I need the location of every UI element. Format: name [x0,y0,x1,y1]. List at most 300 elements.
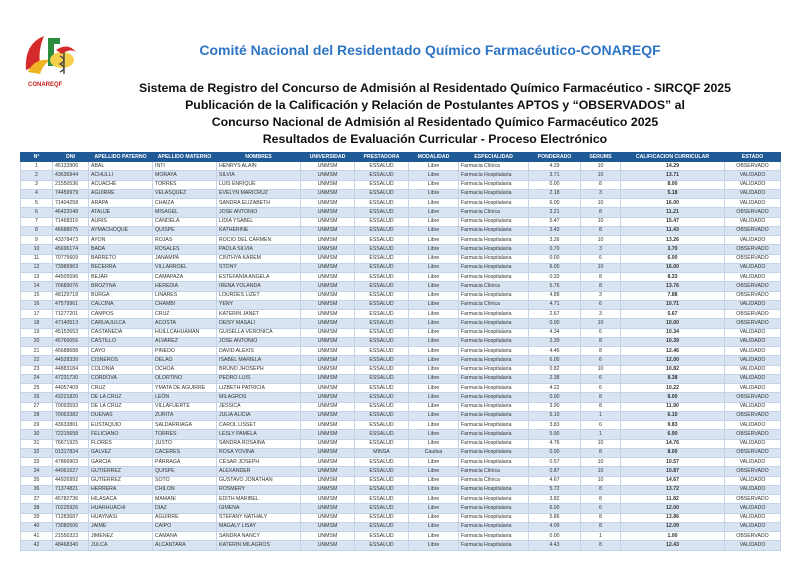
table-cell: 14 [21,282,53,291]
table-cell: Libre [409,162,459,171]
table-cell: ESSALUD [355,273,409,282]
table-cell: ESSALUD [355,411,409,420]
table-cell: 6 [581,254,621,263]
table-cell: 10 [581,439,621,448]
table-cell: Farmacia Hospitalaria [459,513,529,522]
table-cell: 2.18 [529,189,581,198]
table-cell: SANDRA NANCY [217,532,301,541]
table-cell: 6.00 [529,504,581,513]
table-cell: BEJAR [89,273,153,282]
table-cell: Libre [409,458,459,467]
table-cell: 26 [21,393,53,402]
table-cell: OBSERVADO [725,291,781,300]
table-cell: 10.00 [621,319,725,328]
table-cell: Libre [409,282,459,291]
table-cell: ESSALUD [355,254,409,263]
table-cell: VALIDADO [725,402,781,411]
table-cell: 44505596 [53,273,89,282]
table-cell: Libre [409,541,459,550]
table-cell: 6 [581,300,621,309]
table-cell: 10.87 [621,467,725,476]
table-cell: MISAGEL [153,208,217,217]
table-cell: 16.00 [621,199,725,208]
table-cell: 5.90 [529,430,581,439]
table-cell: Libre [409,365,459,374]
table-cell: LIZBETH PATRICIA [217,384,301,393]
table-cell: VALIDADO [725,458,781,467]
table-cell: BADA [89,245,153,254]
table-cell: CÉSAR JOSEPH [217,458,301,467]
table-cell: 10.57 [621,458,725,467]
table-cell: ESSALUD [355,384,409,393]
table-cell: DUEÑAS [89,411,153,420]
table-cell: Libre [409,374,459,383]
table-cell: SANDRA ELIZABETH [217,199,301,208]
table-cell: UNMSM [301,208,355,217]
table-cell: HENRYS ALAIN [217,162,301,171]
table-cell: 6 [581,421,621,430]
table-cell: 11.82 [621,495,725,504]
table-cell: Farmacia Hospitalaria [459,171,529,180]
table-cell: 0.82 [529,365,581,374]
table-cell: ESSALUD [355,171,409,180]
table-cell: 71468316 [53,217,89,226]
table-cell: Cautiva [409,448,459,457]
table-cell: 21550323 [53,532,89,541]
table-row [21,374,781,383]
table-cell: VALIDADO [725,337,781,346]
table-cell: CHILON [153,485,217,494]
table-cell: 16.00 [621,263,725,272]
table-cell: 6 [581,504,621,513]
table-cell: 33 [21,458,53,467]
table-cell: ESSALUD [355,513,409,522]
table-cell: OBSERVADO [725,467,781,476]
table-cell: UNMSM [301,439,355,448]
table-cell: 21550536 [53,180,89,189]
table-row [21,513,781,522]
table-cell: ESTEFANÍA ANGELA [217,273,301,282]
table-cell: ESSALUD [355,328,409,337]
table-cell: Libre [409,522,459,531]
table-row [21,282,781,291]
table-cell: 27 [21,402,53,411]
table-cell: 4.71 [529,300,581,309]
table-cell: 8 [581,337,621,346]
table-cell: PINEDO [153,347,217,356]
table-row [21,430,781,439]
table-cell: Farmacia Hospitalaria [459,356,529,365]
table-cell: Libre [409,180,459,189]
table-cell: VALIDADO [725,374,781,383]
table-cell: GUTIÉRREZ [89,467,153,476]
table-cell: JULCA [89,541,153,550]
table-cell: HUAYNASI [89,513,153,522]
table-cell: Libre [409,439,459,448]
table-cell: 44883184 [53,365,89,374]
table-cell: HILASACA [89,495,153,504]
table-cell: ESSALUD [355,263,409,272]
table-cell: Libre [409,171,459,180]
table-row [21,217,781,226]
table-cell: Farmacia Hospitalaria [459,337,529,346]
table-cell: 12.43 [621,541,725,550]
table-cell: ROSA YOVINA [217,448,301,457]
table-cell: UNMSM [301,328,355,337]
table-cell: BROZYNA [89,282,153,291]
table-cell: 23 [21,365,53,374]
table-cell: ESSALUD [355,162,409,171]
table-cell: 4.46 [529,347,581,356]
table-cell: HUARHUACHI [89,504,153,513]
table-cell: 12 [21,263,53,272]
table-cell: LESLY PAMELA [217,430,301,439]
table-cell: 43378473 [53,236,89,245]
table-cell: QUISPE [153,467,217,476]
table-cell: STEFANY NATHALY [217,513,301,522]
table-cell: ESSALUD [355,310,409,319]
table-cell: Farmacia Hospitalaria [459,236,529,245]
table-cell: Libre [409,532,459,541]
table-cell: VALIDADO [725,263,781,272]
table-cell: Farmacia Hospitalaria [459,421,529,430]
table-cell: Farmacia Hospitalaria [459,485,529,494]
table-cell: 39 [21,513,53,522]
heading-line-2: Publicación de la Calificación y Relación de Postulantes APTOS y “OBSERVADOS” al [185,98,685,112]
table-cell: UNMSM [301,263,355,272]
table-cell: 0.00 [529,448,581,457]
table-cell: 44926992 [53,476,89,485]
table-cell: AYMACHOQUE [89,226,153,235]
table-cell: 2.39 [529,337,581,346]
table-cell: 71277201 [53,310,89,319]
table-cell: CÓRDOVA [89,374,153,383]
table-cell: VALIDADO [725,171,781,180]
table-cell: PAOLA SILVIA [217,245,301,254]
table-cell: Libre [409,236,459,245]
table-cell: 8 [581,226,621,235]
table-cell: Farmacia Hospitalaria [459,541,529,550]
table-cell: ESSALUD [355,199,409,208]
column-header: NOMBRES [217,153,301,162]
table-cell: 14.76 [621,439,725,448]
table-cell: MAGALY LISAY [217,522,301,531]
table-cell: 8 [581,208,621,217]
table-cell: 6 [581,374,621,383]
table-cell: VALIDADO [725,236,781,245]
table-cell: 8 [21,226,53,235]
table-cell: 12.00 [621,356,725,365]
table-cell: 11.43 [621,226,725,235]
table-cell: 29 [21,421,53,430]
table-cell: STONY [217,263,301,272]
table-cell: Libre [409,402,459,411]
table-cell: Farmacia Hospitalaria [459,310,529,319]
results-table [20,152,781,551]
table-cell: ESSALUD [355,365,409,374]
table-cell: 37 [21,495,53,504]
document-headings [0,80,800,148]
table-cell: Farmacia Clínica [459,300,529,309]
table-cell: 73989963 [53,263,89,272]
table-cell: UNMSM [301,384,355,393]
table-cell: MINSA [355,448,409,457]
table-cell: OBSERVADO [725,319,781,328]
table-cell: VALIDADO [725,421,781,430]
table-cell: 8.38 [621,374,725,383]
table-cell: UNMSM [301,291,355,300]
table-cell: ARAPA [89,199,153,208]
table-cell: 4 [21,189,53,198]
table-cell: 11.21 [621,208,725,217]
table-cell: Farmacia Hospitalaria [459,263,529,272]
table-cell: UNMSM [301,458,355,467]
table-cell: AGUIRRE [89,189,153,198]
table-cell: 8 [581,282,621,291]
table-cell: VALIDADO [725,356,781,365]
table-cell: UNMSM [301,199,355,208]
table-cell: Farmacia Hospitalaria [459,374,529,383]
table-cell: 6.00 [621,254,725,263]
table-cell: 45153653 [53,328,89,337]
table-cell: Libre [409,430,459,439]
table-cell: 5.86 [529,513,581,522]
table-cell: 1 [581,411,621,420]
table-cell: SILVIA [217,171,301,180]
table-row [21,319,781,328]
table-cell: 71374821 [53,485,89,494]
table-cell: 8 [581,402,621,411]
table-cell: ESSALUD [355,189,409,198]
table-cell: VALIDADO [725,439,781,448]
table-cell: ESSALUD [355,291,409,300]
table-cell: DE LA CRUZ [89,393,153,402]
column-header: UNIVERSIDAD [301,153,355,162]
table-cell: 13.71 [621,171,725,180]
table-cell: 3.43 [529,226,581,235]
table-cell: Farmacia Clínica [459,282,529,291]
table-cell: 3.70 [621,245,725,254]
table-cell: IRENA YOLANDA [217,282,301,291]
table-cell: ESSALUD [355,319,409,328]
table-cell: LOURDES LIZET [217,291,301,300]
column-header: APELLIDO PATERNO [89,153,153,162]
table-cell: 5.72 [529,485,581,494]
table-cell: Farmacia Hospitalaria [459,254,529,263]
table-row [21,384,781,393]
table-cell: 10 [581,236,621,245]
table-cell: VALIDADO [725,504,781,513]
table-cell: VILLAFUERTE [153,402,217,411]
table-cell: 10 [581,458,621,467]
table-cell: LIDIA YSABEL [217,217,301,226]
table-cell: AYON [89,236,153,245]
table-cell: JESSICA [217,402,301,411]
table-cell: UNMSM [301,448,355,457]
table-cell: UNMSM [301,532,355,541]
table-cell: BRUNO JHOSEPH [217,365,301,374]
table-cell: Libre [409,495,459,504]
table-cell: UNMSM [301,236,355,245]
table-cell: 70689076 [53,282,89,291]
table-cell: UNMSM [301,356,355,365]
table-cell: 5.76 [529,282,581,291]
table-cell: MORAYA [153,171,217,180]
table-cell: ROSMERY [217,485,301,494]
table-cell: 76671925 [53,439,89,448]
table-cell: ACUACHE [89,180,153,189]
table-cell: 3.71 [529,171,581,180]
table-cell: ATAUJE [89,208,153,217]
table-row [21,199,781,208]
table-cell: ESSALUD [355,282,409,291]
table-cell: UNMSM [301,273,355,282]
heading-line-1: Sistema de Registro del Concurso de Admisión al Residentado Químico Farmacéutico - SIRCQF 2025 [139,81,731,95]
table-cell: 45760056 [53,337,89,346]
table-cell: DELAO [153,356,217,365]
table-cell: HEREDIA [153,282,217,291]
table-row [21,365,781,374]
table-row [21,448,781,457]
table-cell: 5.18 [621,189,725,198]
table-cell: VALIDADO [725,347,781,356]
table-cell: 6 [581,384,621,393]
table-row [21,347,781,356]
table-cell: CRUZ [153,310,217,319]
table-cell: ESSALUD [355,217,409,226]
table-cell: ESSALUD [355,532,409,541]
column-header: ESTADO [725,153,781,162]
table-cell: ESSALUD [355,356,409,365]
table-cell: 1 [21,162,53,171]
table-cell: Farmacia Hospitalaria [459,458,529,467]
table-cell: UNMSM [301,522,355,531]
table-cell: 18 [21,319,53,328]
table-cell: 0.70 [529,245,581,254]
table-cell: 10 [581,171,621,180]
table-row [21,226,781,235]
table-cell: 44528339 [53,356,89,365]
table-cell: CAMAPAZA [153,273,217,282]
table-cell: Farmacia Clínica [459,467,529,476]
table-cell: ESSALUD [355,300,409,309]
table-cell: Farmacia Hospitalaria [459,347,529,356]
table-cell: UNMSM [301,337,355,346]
table-cell: HUILLCAHUAMAN [153,328,217,337]
table-cell: OCHOA [153,365,217,374]
table-cell: OBSERVADO [725,254,781,263]
table-cell: Libre [409,254,459,263]
table-cell: JUSTO [153,439,217,448]
table-cell: OBSERVADO [725,208,781,217]
table-cell: ESSALUD [355,337,409,346]
table-cell: ESSALUD [355,180,409,189]
table-cell: 20 [21,337,53,346]
table-cell: 0.00 [529,319,581,328]
table-cell: ALCANTARA [153,541,217,550]
table-cell: 8 [581,495,621,504]
table-cell: VALIDADO [725,217,781,226]
table-cell: CISNEROS [89,356,153,365]
table-cell: EVELYN MARICRUZ [217,189,301,198]
table-cell: 4.43 [529,541,581,550]
table-cell: 70775609 [53,254,89,263]
table-cell: UNMSM [301,374,355,383]
table-cell: ALEXANDER [217,467,301,476]
table-cell: UNMSM [301,476,355,485]
table-cell: 14.29 [621,162,725,171]
table-cell: Farmacia Hospitalaria [459,319,529,328]
column-header: PRESTADORA [355,153,409,162]
table-cell: 74459979 [53,189,89,198]
table-cell: 6.00 [529,263,581,272]
table-cell: BECERRA [89,263,153,272]
table-row [21,337,781,346]
table-cell: ESSALUD [355,458,409,467]
table-row [21,162,781,171]
table-cell: Farmacia Hospitalaria [459,245,529,254]
table-cell: Farmacia Hospitalaria [459,402,529,411]
table-row [21,467,781,476]
table-cell: 45782736 [53,495,89,504]
table-cell: Libre [409,319,459,328]
table-cell: 1 [581,532,621,541]
table-cell: 3.26 [529,236,581,245]
table-row [21,208,781,217]
column-header: ESPECIALIDAD [459,153,529,162]
table-cell: UNMSM [301,393,355,402]
table-cell: Farmacia Hospitalaria [459,504,529,513]
table-cell: OBSERVADO [725,162,781,171]
table-cell: Libre [409,347,459,356]
table-cell: 8 [581,347,621,356]
table-cell: 31 [21,439,53,448]
table-cell: ESSALUD [355,374,409,383]
table-cell: 10.82 [621,365,725,374]
table-cell: GALVEZ [89,448,153,457]
table-cell: 48468340 [53,541,89,550]
table-cell: VALIDADO [725,522,781,531]
table-cell: 10 [581,467,621,476]
table-cell: 10.71 [621,300,725,309]
table-cell: ISABEL MARIELA [217,356,301,365]
table-cell: UNMSM [301,180,355,189]
table-row [21,532,781,541]
table-cell: Farmacia Hospitalaria [459,226,529,235]
table-cell: 0.57 [529,458,581,467]
table-cell: 21 [21,347,53,356]
table-cell: 10 [581,263,621,272]
table-cell: 3.21 [529,208,581,217]
table-cell: ZURITA [153,411,217,420]
table-cell: 9 [21,236,53,245]
table-cell: 13.86 [621,513,725,522]
table-cell: Libre [409,245,459,254]
table-cell: 47866903 [53,458,89,467]
table-cell: SALDARRIAGA [153,421,217,430]
table-cell: 3.82 [529,495,581,504]
table-cell: 10 [581,319,621,328]
table-cell: JULIA ALICIA [217,411,301,420]
table-cell: Libre [409,467,459,476]
table-cell: EDITH MARIBEL [217,495,301,504]
table-cell: Libre [409,291,459,300]
table-cell: 36 [21,485,53,494]
table-cell: 2.38 [529,374,581,383]
table-cell: 10.34 [621,328,725,337]
table-cell: GUTIÉRREZ [89,476,153,485]
table-cell: 4.22 [529,384,581,393]
